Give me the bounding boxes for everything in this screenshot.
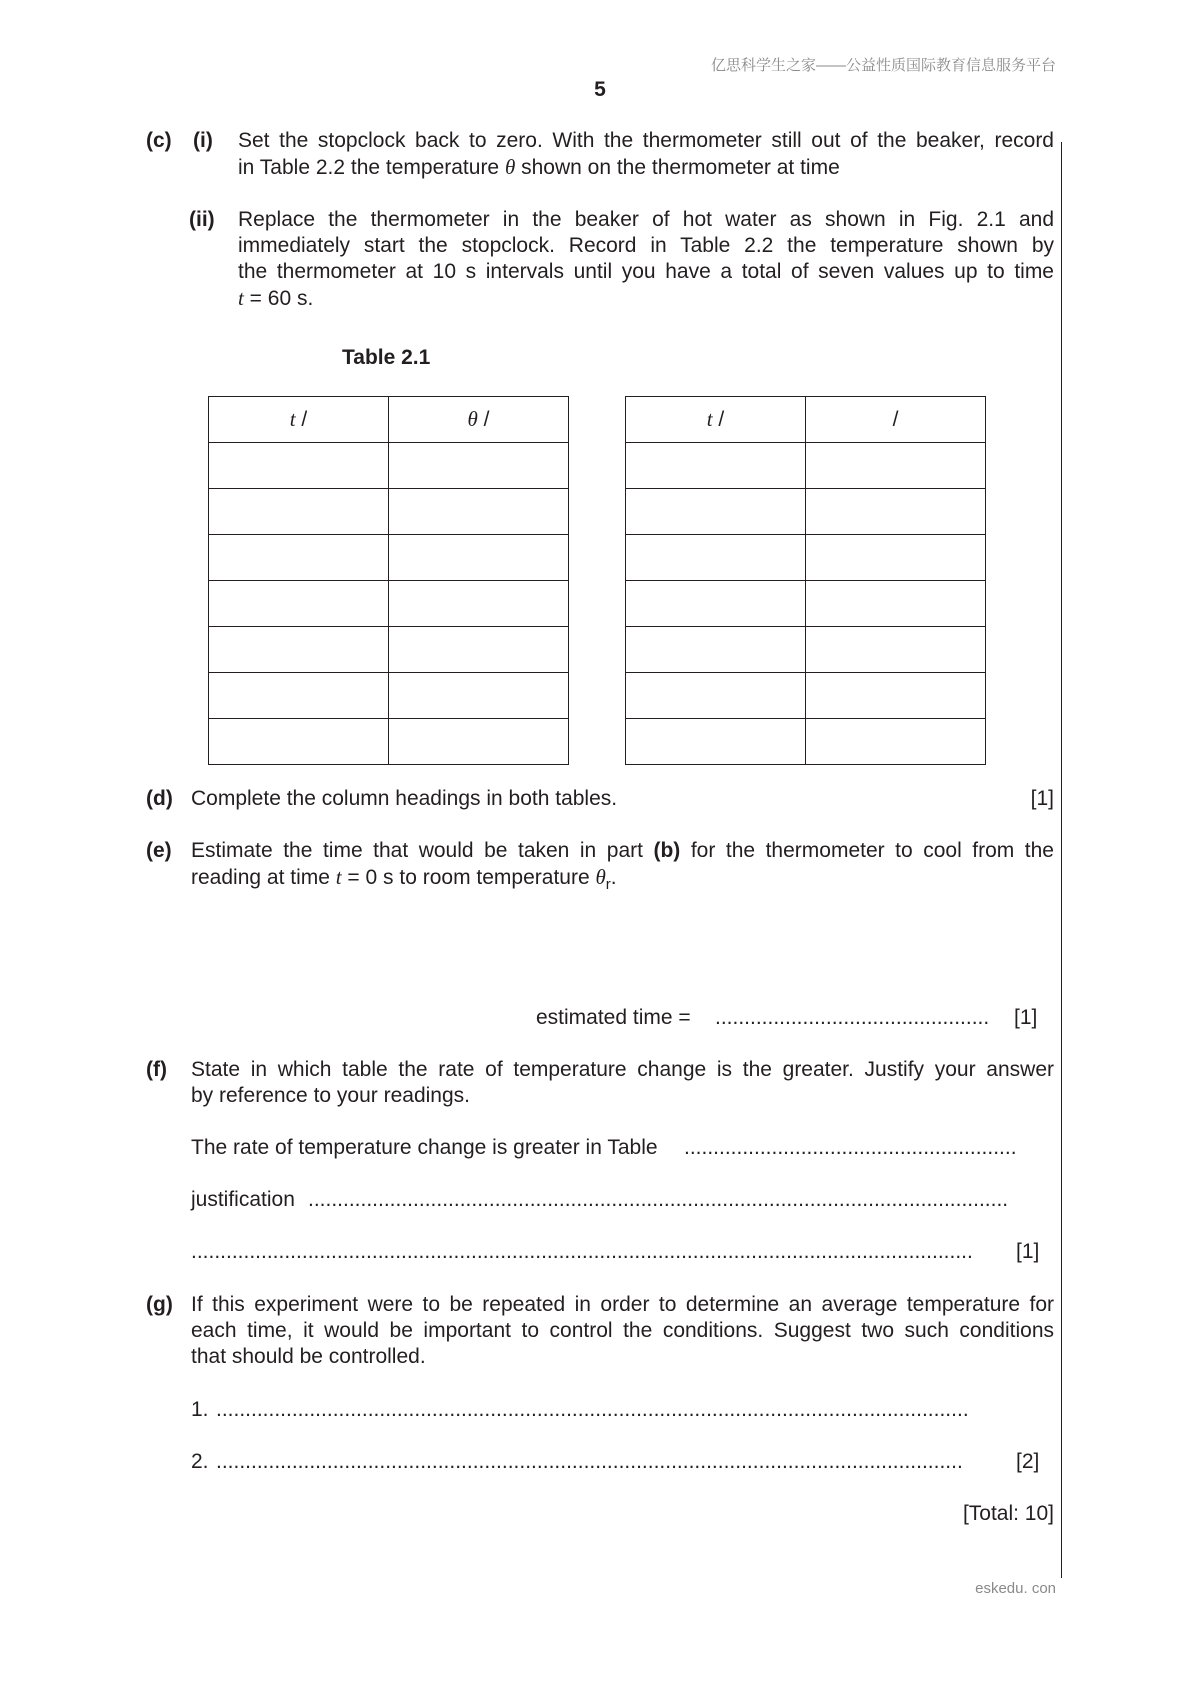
column-heading-time[interactable]: t /: [626, 397, 806, 443]
justification-answer-line-2[interactable]: ......................................................................................................................................: [191, 1240, 973, 1263]
table-row: [209, 535, 569, 581]
table-header-row: [626, 397, 986, 443]
rate-greater-answer-line[interactable]: .........................................................: [684, 1136, 1017, 1159]
part-e-label: (e): [146, 839, 172, 862]
part-c-ii-line3: the thermometer at 10 s intervals until you have a total of seven values up to time: [238, 260, 1054, 283]
part-d-label: (d): [146, 787, 173, 810]
condition-2-number: 2.: [191, 1450, 209, 1473]
table-row: [626, 719, 986, 765]
table-cell[interactable]: [626, 627, 806, 673]
site-watermark-header: 亿思科学生之家——公益性质国际教育信息服务平台: [710, 57, 1056, 74]
table-row: [626, 535, 986, 581]
table-title: Table 2.1: [342, 346, 431, 369]
table-cell[interactable]: [209, 581, 389, 627]
part-f-line2: by reference to your readings.: [191, 1084, 470, 1107]
table-cell[interactable]: [389, 719, 569, 765]
table-row: [626, 627, 986, 673]
table-row: [626, 489, 986, 535]
table-cell[interactable]: [389, 443, 569, 489]
table-cell[interactable]: [806, 581, 986, 627]
page-number: 5: [594, 78, 606, 101]
column-heading-temperature[interactable]: θ /: [389, 397, 569, 443]
table-cell[interactable]: [209, 719, 389, 765]
part-d-marks: [1]: [1030, 787, 1054, 810]
table-cell[interactable]: [626, 489, 806, 535]
part-d-text: Complete the column headings in both tables.: [191, 787, 618, 810]
table-row: [209, 443, 569, 489]
table-header-row: [209, 397, 569, 443]
table-cell[interactable]: [209, 443, 389, 489]
table-cell[interactable]: [209, 627, 389, 673]
rate-greater-label: The rate of temperature change is greater in Table: [191, 1136, 658, 1159]
condition-1-answer-line[interactable]: .................................................................................................................................: [216, 1398, 969, 1421]
part-c-label: (c): [146, 129, 172, 152]
table-row: [626, 581, 986, 627]
part-e-marks: [1]: [1014, 1006, 1038, 1029]
table-row: [626, 443, 986, 489]
condition-1-number: 1.: [191, 1398, 209, 1421]
part-c-ii-line4: t = 60 s.: [238, 286, 314, 310]
column-heading-time[interactable]: t /: [209, 397, 389, 443]
results-table-left: [208, 396, 569, 765]
table-cell[interactable]: [626, 443, 806, 489]
table-cell[interactable]: [806, 443, 986, 489]
table-row: [209, 627, 569, 673]
part-c-ii-line1: Replace the thermometer in the beaker of hot water as shown in Fig. 2.1 and: [238, 208, 1054, 231]
part-c-i-line2: in Table 2.2 the temperature θ shown on the thermometer at time: [238, 155, 840, 179]
table-cell[interactable]: [806, 627, 986, 673]
column-heading-blank[interactable]: /: [806, 397, 986, 443]
total-marks: [Total: 10]: [962, 1502, 1054, 1525]
results-table-right: [625, 396, 986, 765]
table-cell[interactable]: [806, 489, 986, 535]
table-cell[interactable]: [626, 581, 806, 627]
table-row: [209, 719, 569, 765]
table-cell[interactable]: [806, 535, 986, 581]
justification-answer-line[interactable]: ........................................................................................................................: [308, 1188, 1009, 1211]
table-cell[interactable]: [626, 535, 806, 581]
table-cell[interactable]: [626, 673, 806, 719]
table-cell[interactable]: [389, 673, 569, 719]
margin-rule: [1061, 142, 1062, 1578]
table-cell[interactable]: [389, 489, 569, 535]
justification-label: justification: [191, 1188, 295, 1211]
estimated-time-answer-line[interactable]: ...............................................: [715, 1006, 990, 1029]
part-c-ii-line2: immediately start the stopclock. Record in Table 2.2 the temperature shown by: [238, 234, 1054, 257]
part-f-line1: State in which table the rate of temperature change is the greater. Justify your answer: [191, 1058, 1054, 1081]
part-g-label: (g): [146, 1293, 173, 1316]
table-row: [626, 673, 986, 719]
part-c-ii-label: (ii): [189, 208, 215, 231]
part-g-line1: If this experiment were to be repeated in order to determine an average temperature for: [191, 1293, 1054, 1316]
table-cell[interactable]: [389, 581, 569, 627]
table-cell[interactable]: [626, 719, 806, 765]
table-cell[interactable]: [389, 535, 569, 581]
table-cell[interactable]: [209, 535, 389, 581]
part-g-line3: that should be controlled.: [191, 1345, 426, 1368]
table-row: [209, 581, 569, 627]
table-cell[interactable]: [389, 627, 569, 673]
part-g-marks: [2]: [1016, 1450, 1040, 1473]
table-row: [209, 489, 569, 535]
part-e-line2: reading at time t = 0 s to room temperature $\theta_r$.: [191, 865, 617, 894]
table-cell[interactable]: [806, 719, 986, 765]
site-watermark-footer: eskedu. con: [975, 1580, 1056, 1597]
estimated-time-label: estimated time =: [536, 1006, 691, 1029]
part-g-line2: each time, it would be important to control the conditions. Suggest two such conditions: [191, 1319, 1054, 1342]
condition-2-answer-line[interactable]: ................................................................................................................................: [216, 1450, 963, 1473]
part-c-i-line1: Set the stopclock back to zero. With the thermometer still out of the beaker, record: [238, 129, 1054, 152]
table-cell[interactable]: [209, 673, 389, 719]
table-row: [209, 673, 569, 719]
part-f-label: (f): [146, 1058, 167, 1081]
part-c-i-label: (i): [193, 129, 213, 152]
part-f-marks: [1]: [1016, 1240, 1040, 1263]
part-e-line1: Estimate the time that would be taken in part (b) for the thermometer to cool from the: [191, 839, 1054, 862]
table-cell[interactable]: [209, 489, 389, 535]
table-cell[interactable]: [806, 673, 986, 719]
